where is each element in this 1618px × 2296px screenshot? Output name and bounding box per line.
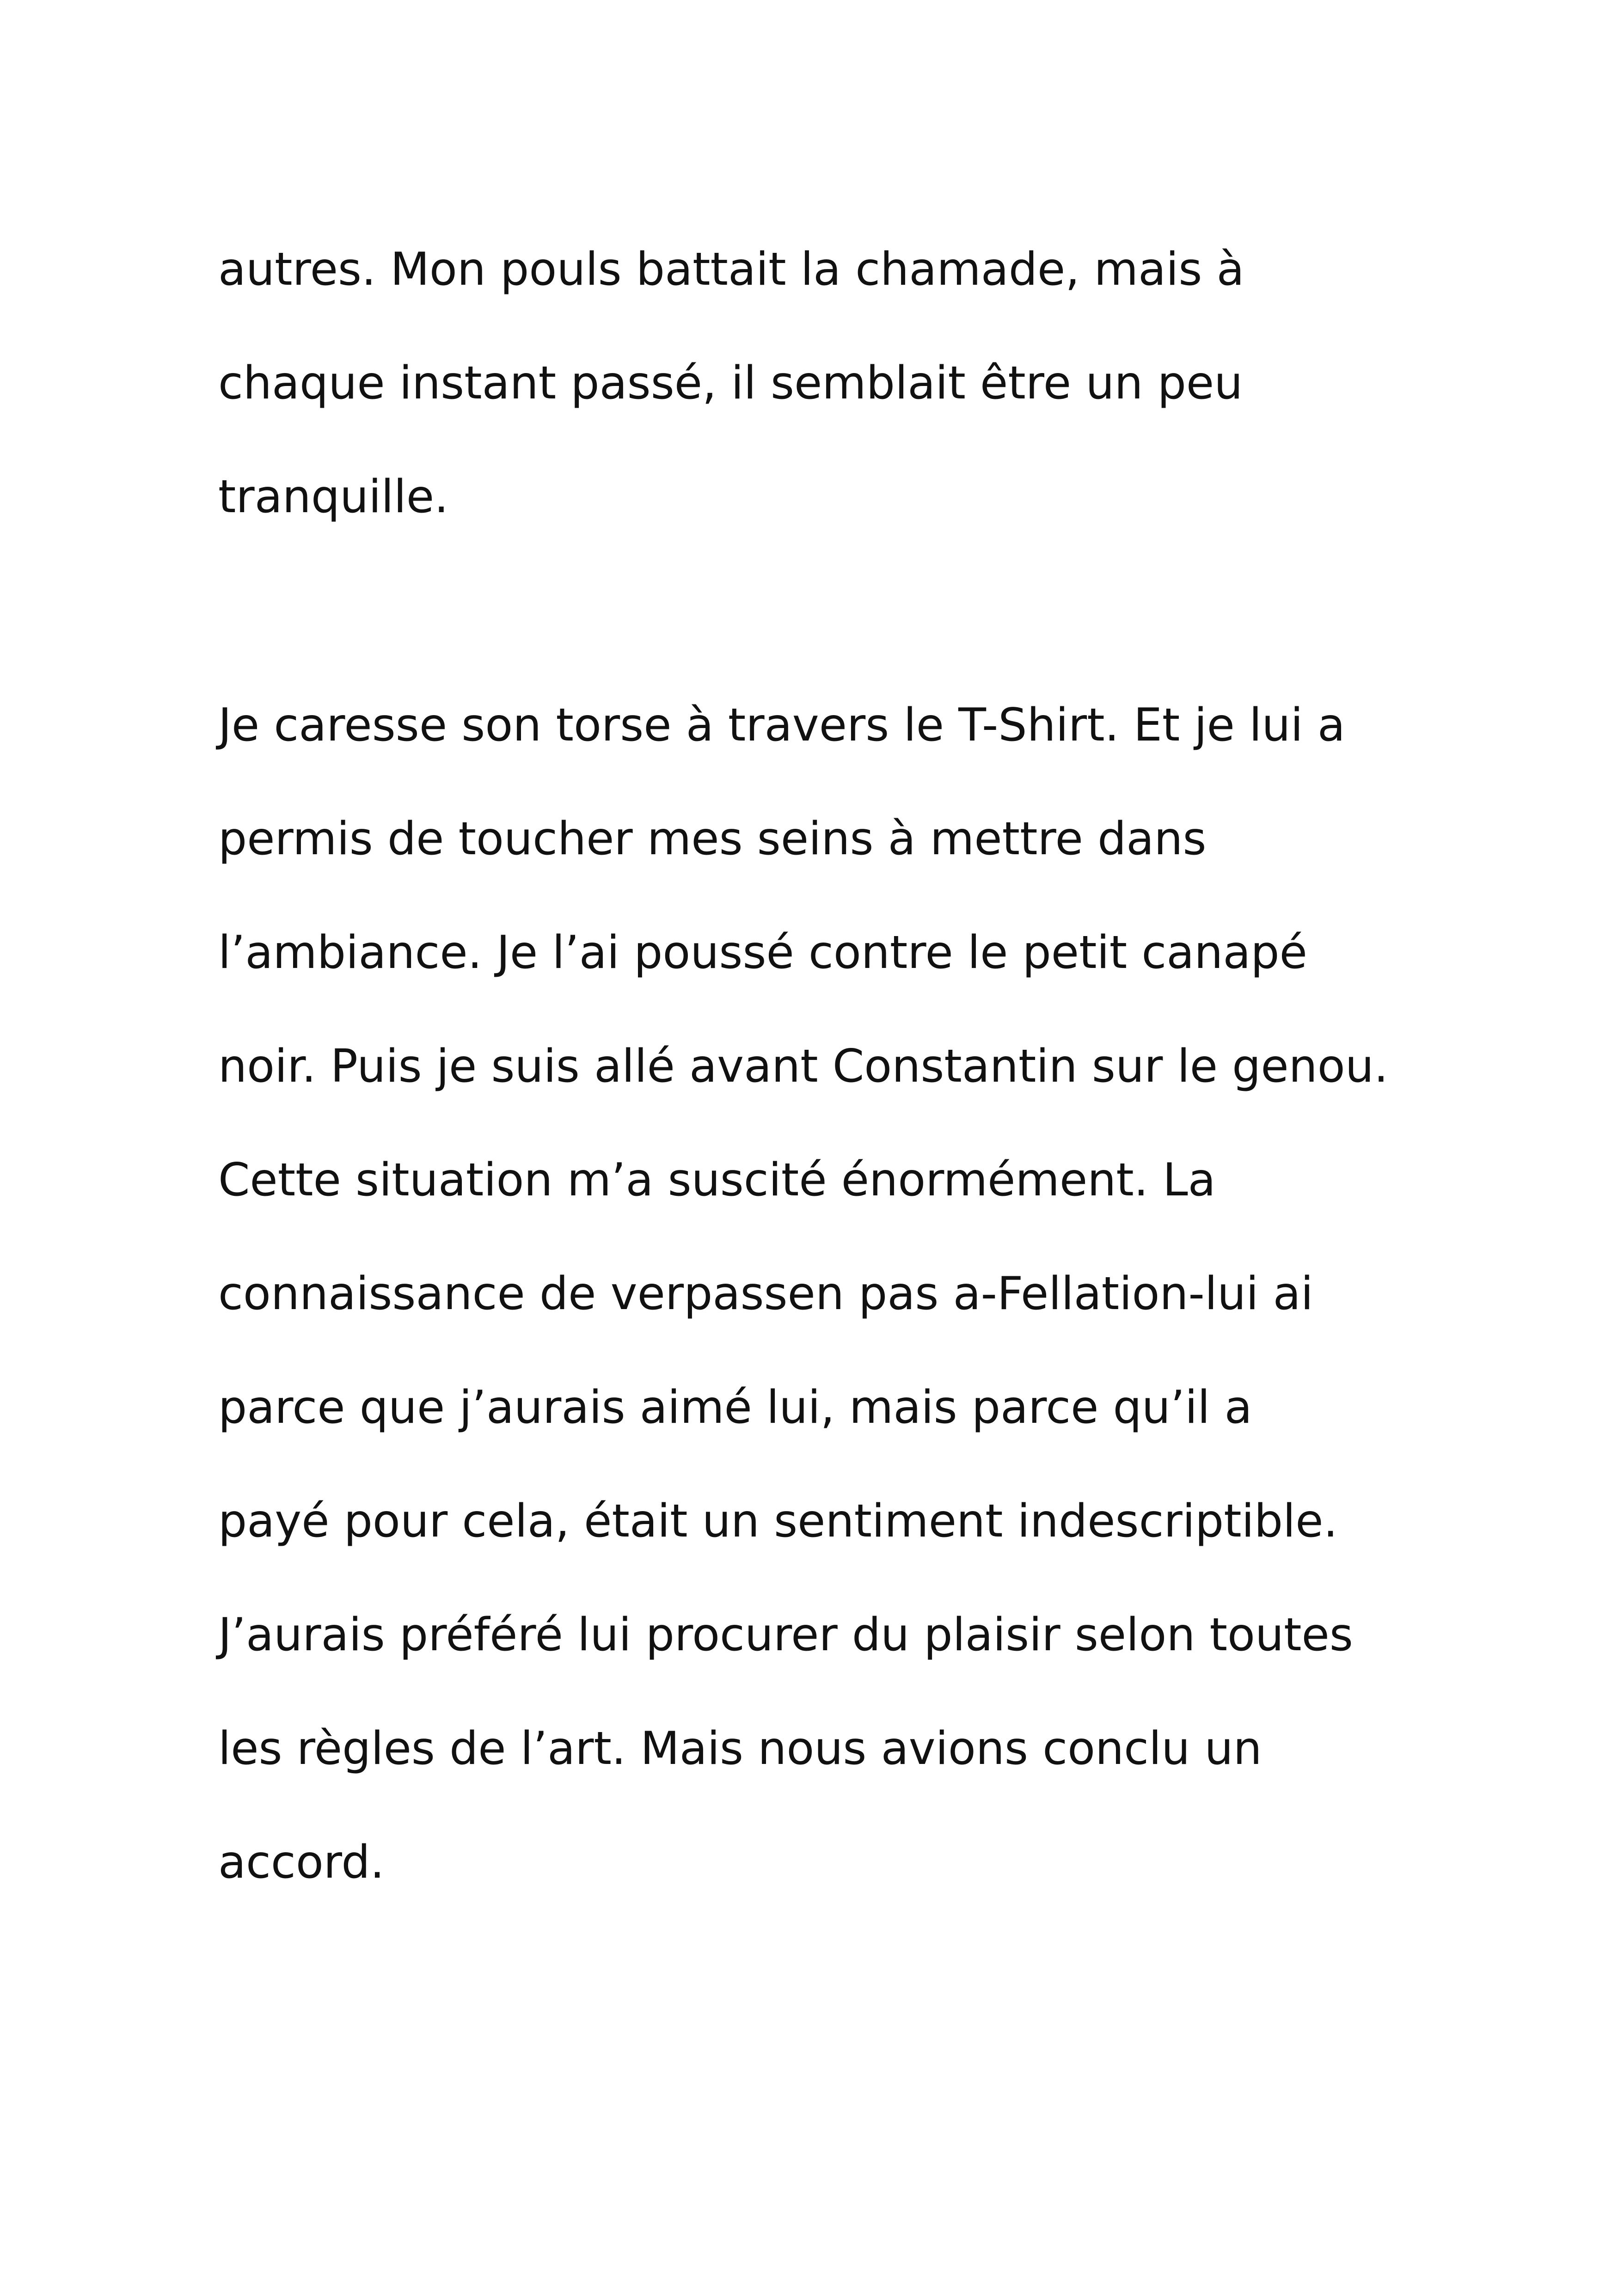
text-line: J’aurais préféré lui procurer du plaisir selon toutes bbox=[218, 1609, 1353, 1661]
text-line: parce que j’aurais aimé lui, mais parce qu’il a bbox=[218, 1381, 1252, 1434]
text-line: noir. Puis je suis allé avant Constantin sur le genou. bbox=[218, 1040, 1389, 1093]
text-line: Cette situation m’a suscité énormément. La bbox=[218, 1154, 1216, 1206]
text-line: chaque instant passé, il semblait être un peu bbox=[218, 357, 1243, 410]
text-line: accord. bbox=[218, 1836, 385, 1889]
text-line: tranquille. bbox=[218, 471, 449, 523]
text-line: permis de toucher mes seins à mettre dans bbox=[218, 813, 1207, 865]
text-line: Je caresse son torse à travers le T-Shirt. Et je lui a bbox=[218, 699, 1345, 752]
text-line: l’ambiance. Je l’ai poussé contre le petit canapé bbox=[218, 926, 1307, 979]
paragraph-1 bbox=[218, 213, 1466, 554]
text-line: les règles de l’art. Mais nous avions conclu un bbox=[218, 1722, 1262, 1775]
text-line: payé pour cela, était un sentiment indescriptible. bbox=[218, 1495, 1338, 1548]
text-line: connaissance de verpassen pas a-Fellation-lui ai bbox=[218, 1267, 1313, 1320]
text-line: autres. Mon pouls battait la chamade, mais à bbox=[218, 243, 1244, 296]
paragraph-2 bbox=[218, 668, 1466, 1919]
